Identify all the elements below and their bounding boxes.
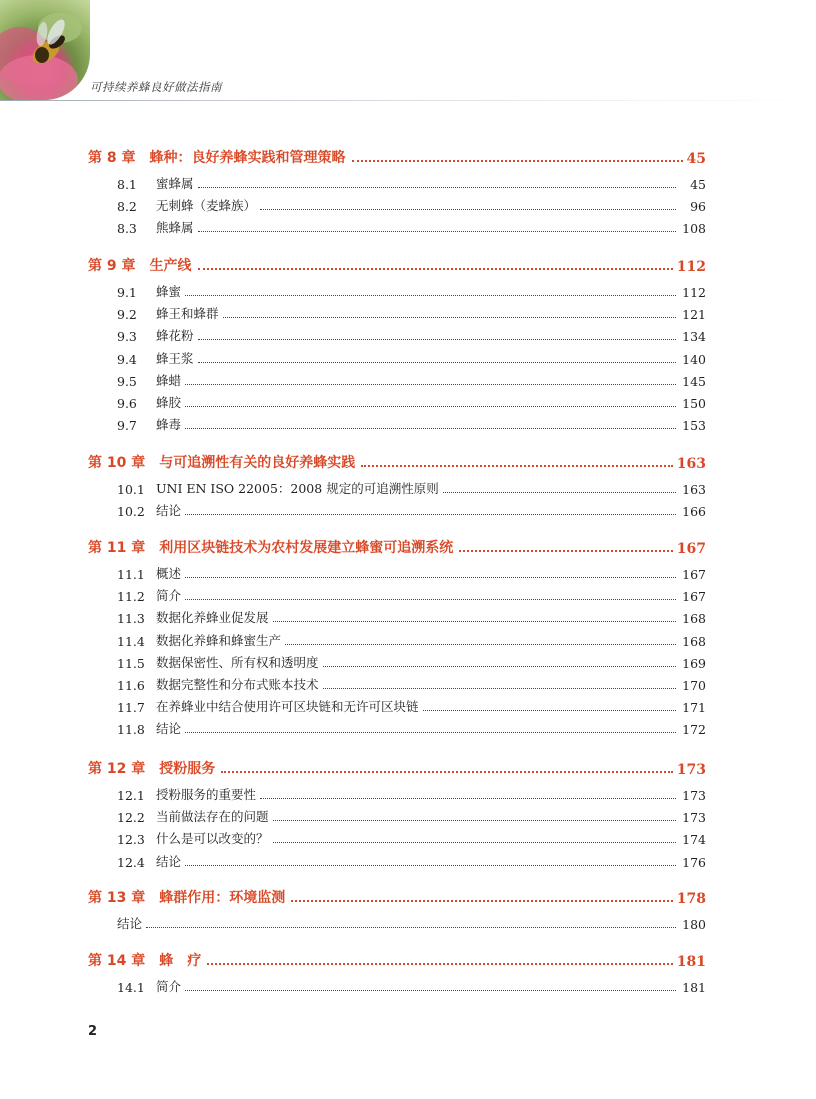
section-number: 8.3	[117, 221, 137, 237]
section-number: 11.6	[117, 678, 145, 693]
section-page: 181	[682, 980, 706, 995]
chapter-page: 178	[676, 891, 706, 907]
section-title: 蜂王浆	[156, 350, 194, 366]
section-page: 121	[682, 307, 706, 323]
chapter-number: 第 11 章	[88, 540, 146, 556]
dot-leader	[185, 295, 676, 296]
dot-leader	[273, 820, 676, 821]
dot-leader	[443, 492, 676, 493]
section-title: 概述	[156, 566, 182, 581]
chapter-page: 163	[676, 456, 706, 472]
toc-item[interactable]	[117, 349, 706, 367]
bee-on-flower-photo	[0, 0, 90, 100]
section-number: 9.7	[117, 418, 137, 434]
dot-leader	[185, 406, 676, 407]
section-number: 12.4	[117, 854, 145, 870]
toc-item[interactable]	[117, 218, 706, 236]
section-title: 简介	[156, 979, 182, 994]
page-number: 2	[88, 1024, 98, 1039]
section-page: 145	[682, 373, 706, 389]
toc-item[interactable]	[117, 393, 706, 411]
toc-item[interactable]	[117, 326, 706, 344]
running-title: 可持续养蜂良好做法指南	[90, 80, 222, 94]
chapter-title: 利用区块链技术为农村发展建立蜂蜜可追溯系统	[159, 540, 454, 556]
section-number: 11.7	[117, 700, 145, 716]
dot-leader	[185, 428, 676, 429]
dot-leader	[260, 798, 676, 799]
section-title: 数据保密性、所有权和透明度	[156, 654, 319, 670]
dot-leader	[291, 900, 673, 902]
dot-leader	[198, 187, 676, 188]
chapter-title: 蜂群作用：环境监测	[159, 890, 286, 906]
section-page: 167	[682, 589, 706, 605]
toc-chapter[interactable]	[88, 948, 706, 970]
dot-leader	[185, 599, 676, 600]
toc-item[interactable]	[117, 501, 706, 519]
section-page: 150	[682, 396, 706, 411]
section-title: 蜂蜜	[156, 284, 182, 299]
page-header	[0, 0, 816, 110]
toc-item[interactable]	[117, 977, 706, 995]
section-number: 14.1	[117, 980, 145, 995]
section-page: 45	[690, 177, 706, 192]
dot-leader	[198, 339, 676, 340]
section-title: 蜂花粉	[156, 328, 194, 344]
toc-item[interactable]	[117, 914, 706, 932]
section-number: 8.1	[117, 177, 137, 192]
section-number: 8.2	[117, 199, 137, 215]
section-number: 11.8	[117, 722, 145, 738]
section-page: 168	[682, 611, 706, 627]
chapter-page: 173	[676, 762, 706, 778]
toc-item[interactable]	[117, 829, 706, 847]
section-page: 180	[682, 917, 706, 932]
section-number: 11.2	[117, 589, 145, 605]
toc-item[interactable]	[117, 196, 706, 214]
chapter-page: 181	[676, 954, 706, 970]
dot-leader	[285, 644, 676, 645]
toc-item[interactable]	[117, 653, 706, 671]
section-page: 163	[682, 482, 706, 497]
toc-chapter[interactable]	[88, 145, 706, 167]
dot-leader	[260, 209, 676, 210]
section-page: 173	[682, 810, 706, 826]
dot-leader	[185, 384, 676, 385]
dot-leader	[273, 621, 676, 622]
section-number: 11.4	[117, 633, 145, 649]
toc-item[interactable]	[117, 282, 706, 300]
toc-item[interactable]	[117, 852, 706, 870]
toc-chapter[interactable]	[88, 535, 706, 557]
chapter-number: 第 8 章	[88, 150, 136, 166]
section-title: 数据完整性和分布式账本技术	[156, 677, 319, 692]
section-number: 11.1	[117, 567, 145, 582]
chapter-title: 授粉服务	[159, 761, 216, 777]
section-page: 172	[682, 722, 706, 738]
section-title: 简介	[156, 588, 182, 604]
dot-leader	[146, 927, 676, 928]
dot-leader	[459, 550, 673, 552]
toc-item[interactable]	[117, 719, 706, 737]
dot-leader	[198, 231, 676, 232]
dot-leader	[198, 362, 676, 363]
section-number: 12.2	[117, 810, 145, 826]
section-title: 数据化养蜂和蜂蜜生产	[156, 632, 282, 648]
dot-leader	[221, 771, 673, 773]
section-title: UNI EN ISO 22005：2008 规定的可追溯性原则	[156, 481, 439, 496]
dot-leader	[361, 465, 673, 467]
chapter-number: 第 9 章	[88, 258, 136, 274]
toc-item[interactable]	[117, 371, 706, 389]
dot-leader	[323, 666, 676, 667]
section-number: 9.3	[117, 329, 137, 345]
section-title: 蜂毒	[156, 417, 182, 433]
section-title: 蜂蜡	[156, 372, 182, 388]
dot-leader	[273, 842, 676, 843]
chapter-title: 蜂 疗	[159, 953, 202, 969]
section-title: 蜂王和蜂群	[156, 306, 219, 322]
dot-leader	[185, 577, 676, 578]
toc-item[interactable]	[117, 564, 706, 582]
dot-leader	[185, 865, 676, 866]
section-number: 11.3	[117, 611, 145, 627]
section-page: 170	[682, 678, 706, 693]
toc-chapter[interactable]	[88, 756, 706, 778]
section-page: 167	[682, 567, 706, 582]
chapter-number: 第 12 章	[88, 761, 146, 777]
dot-leader	[423, 710, 676, 711]
section-title: 授粉服务的重要性	[156, 787, 257, 802]
section-title: 结论	[117, 916, 143, 931]
section-title: 在养蜂业中结合使用许可区块链和无许可区块链	[156, 699, 419, 715]
section-page: 171	[682, 700, 706, 716]
dot-leader	[185, 732, 676, 733]
chapter-title: 与可追溯性有关的良好养蜂实践	[159, 455, 356, 471]
section-page: 168	[682, 633, 706, 649]
toc-item[interactable]	[117, 631, 706, 649]
section-title: 无刺蜂（麦蜂族）	[156, 198, 257, 214]
toc-item[interactable]	[117, 479, 706, 497]
section-page: 169	[682, 655, 706, 671]
chapter-number: 第 14 章	[88, 953, 146, 969]
section-title: 结论	[156, 853, 182, 869]
dot-leader	[185, 514, 676, 515]
section-page: 96	[690, 199, 706, 215]
section-number: 9.6	[117, 396, 137, 411]
toc-item[interactable]	[117, 586, 706, 604]
section-number: 12.1	[117, 788, 145, 803]
dot-leader	[207, 963, 673, 965]
chapter-page: 112	[676, 259, 706, 275]
toc-item[interactable]	[117, 415, 706, 433]
section-page: 108	[682, 221, 706, 237]
section-title: 当前做法存在的问题	[156, 809, 269, 825]
section-number: 11.5	[117, 655, 145, 671]
toc-chapter[interactable]	[88, 885, 706, 907]
toc-item[interactable]	[117, 608, 706, 626]
dot-leader	[352, 160, 683, 162]
section-number: 12.3	[117, 832, 145, 848]
toc-item[interactable]	[117, 807, 706, 825]
section-title: 数据化养蜂业促发展	[156, 610, 269, 626]
section-title: 蜂胶	[156, 395, 182, 410]
section-title: 结论	[156, 503, 182, 519]
section-title: 结论	[156, 721, 182, 737]
section-number: 9.5	[117, 373, 137, 389]
toc-chapter[interactable]	[88, 253, 706, 275]
section-page: 173	[682, 788, 706, 803]
section-number: 9.2	[117, 307, 137, 323]
dot-leader	[223, 317, 676, 318]
section-page: 140	[682, 351, 706, 367]
section-page: 153	[682, 418, 706, 434]
section-title: 蜜蜂属	[156, 176, 194, 191]
section-page: 134	[682, 329, 706, 345]
chapter-title: 蜂种：良好养蜂实践和管理策略	[149, 150, 346, 166]
chapter-number: 第 13 章	[88, 890, 146, 906]
section-number: 10.1	[117, 482, 145, 497]
section-number: 9.4	[117, 351, 137, 367]
toc-item[interactable]	[117, 304, 706, 322]
section-title: 什么是可以改变的？	[156, 831, 269, 847]
section-page: 166	[682, 504, 706, 520]
dot-leader	[185, 990, 676, 991]
chapter-number: 第 10 章	[88, 455, 146, 471]
section-page: 174	[682, 832, 706, 848]
chapter-page: 45	[686, 151, 706, 167]
toc-item[interactable]	[117, 174, 706, 192]
section-number: 10.2	[117, 504, 145, 520]
section-title: 熊蜂属	[156, 220, 194, 236]
header-rule	[0, 100, 816, 101]
section-number: 9.1	[117, 285, 137, 300]
toc-chapter[interactable]	[88, 450, 706, 472]
chapter-title: 生产线	[149, 258, 192, 274]
toc-item[interactable]	[117, 697, 706, 715]
section-page: 176	[682, 854, 706, 870]
dot-leader	[198, 268, 673, 270]
dot-leader	[323, 688, 676, 689]
toc-item[interactable]	[117, 785, 706, 803]
chapter-page: 167	[676, 541, 706, 557]
toc-item[interactable]	[117, 675, 706, 693]
section-page: 112	[682, 285, 706, 300]
